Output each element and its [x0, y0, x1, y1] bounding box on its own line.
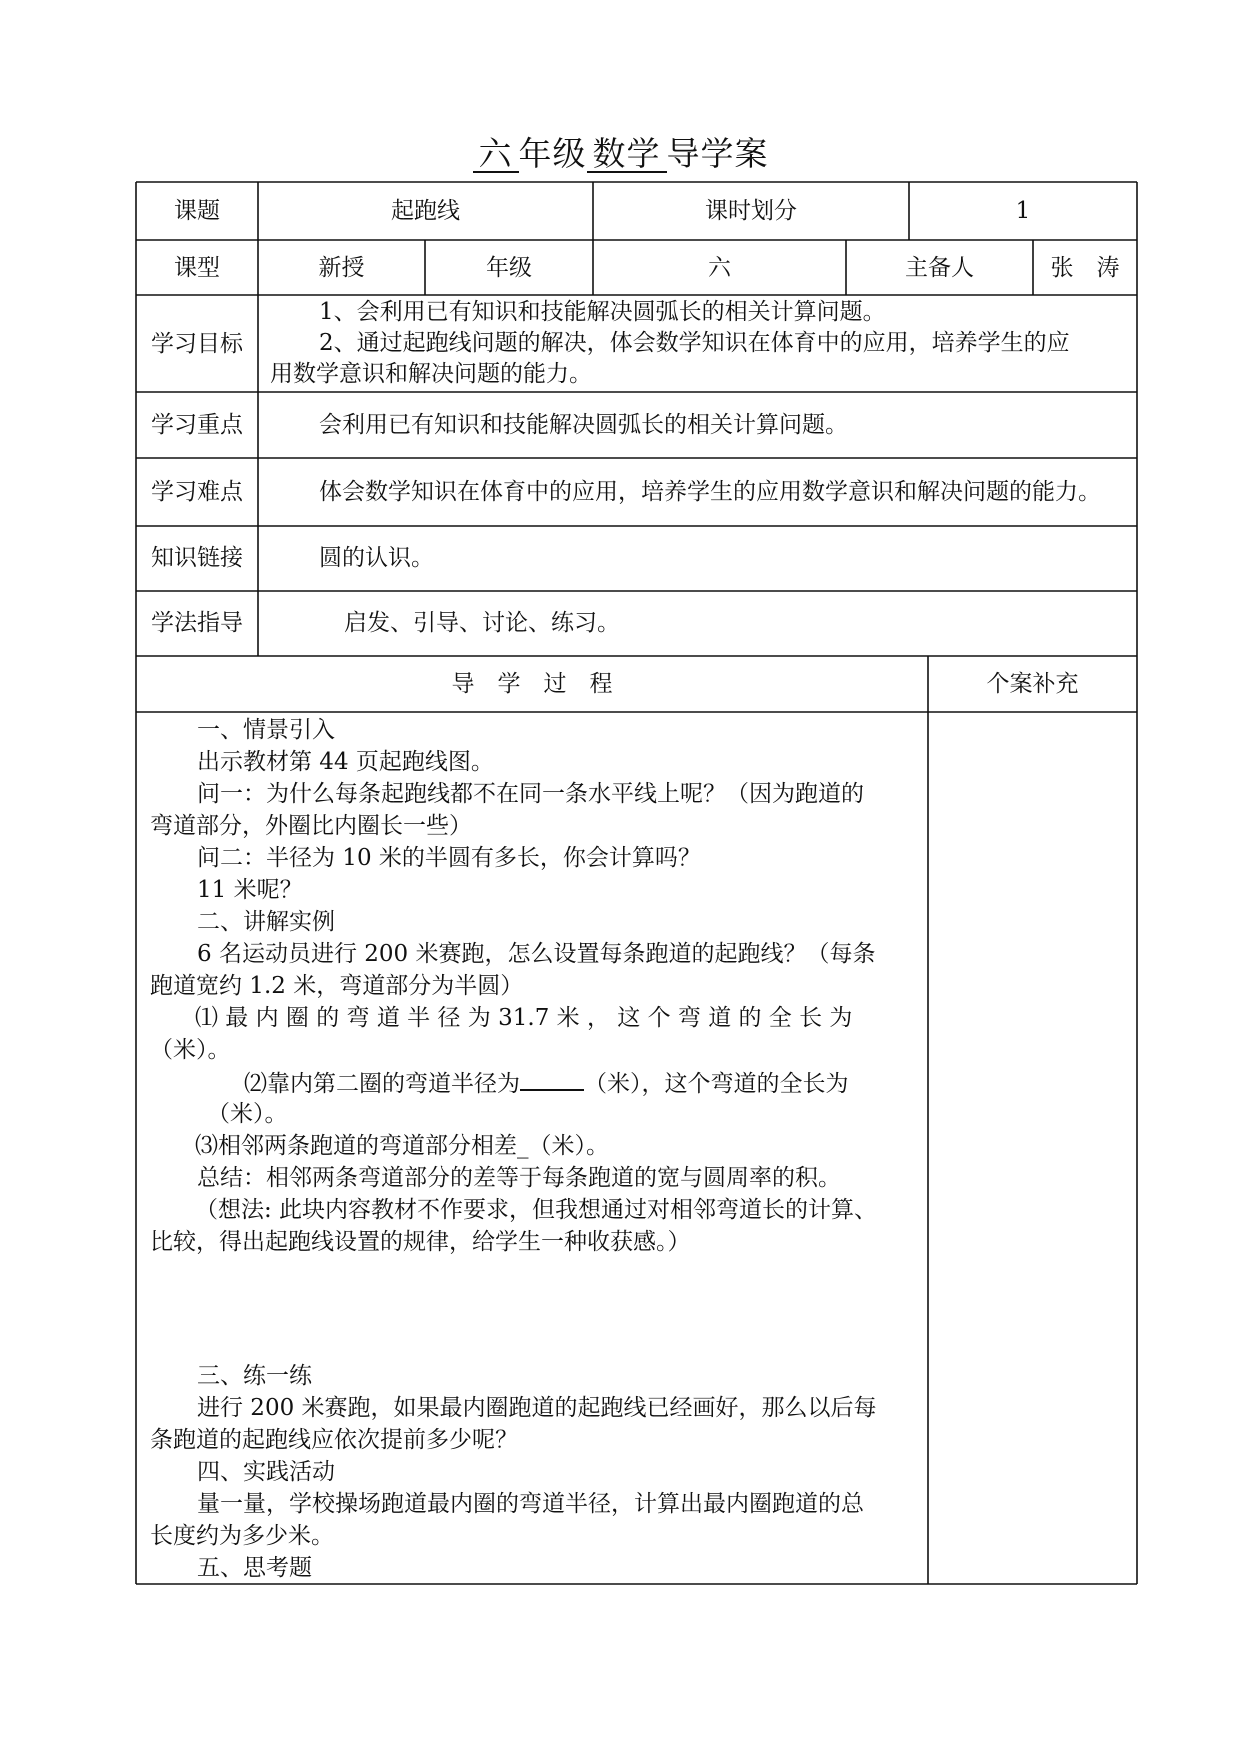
process-header: 导 学 过 程 — [451, 671, 613, 697]
section-2-item-2-pre: ⑵靠内第二圈的弯道半径为 — [244, 1071, 520, 1097]
section-3-title: 三、练一练 — [197, 1363, 312, 1389]
period-value: 1 — [1015, 198, 1031, 224]
title-subject: 数学 — [587, 137, 667, 173]
topic-label: 课题 — [174, 198, 220, 224]
goals-item-1: 1、会利用已有知识和技能解决圆弧长的相关计算问题。 — [319, 299, 886, 325]
section-4-title: 四、实践活动 — [197, 1459, 335, 1485]
section-2-problem-cont: 跑道宽约 1.2 米，弯道部分为半圆） — [150, 973, 524, 999]
section-1-question-3: 11 米呢？ — [197, 877, 303, 903]
link-label: 知识链接 — [151, 545, 243, 571]
section-1-line-1: 出示教材第 44 页起跑线图。 — [197, 749, 494, 775]
section-2-problem: 6 名运动员进行 200 米赛跑，怎么设置每条跑道的起跑线？（每条 — [197, 941, 876, 967]
title-grade: 六 — [473, 137, 519, 173]
type-value: 新授 — [318, 255, 365, 281]
section-1-title: 一、情景引入 — [197, 717, 335, 743]
goals-item-2: 2、通过起跑线问题的解决，体会数学知识在体育中的应用，培养学生的应 — [319, 330, 1070, 356]
section-2-item-2-post: （米），这个弯道的全长为 — [584, 1071, 849, 1097]
section-2-item-2 — [244, 1067, 849, 1099]
preparer-label: 主备人 — [905, 255, 974, 281]
goals-item-2-cont: 用数学意识和解决问题的能力。 — [270, 361, 592, 387]
section-2-item-3: ⑶相邻两条跑道的弯道部分相差_（米）。 — [195, 1133, 609, 1159]
topic-value: 起跑线 — [391, 198, 460, 224]
section-3-text-cont: 条跑道的起跑线应依次提前多少呢？ — [150, 1427, 518, 1453]
section-2-item-1-cont: （米）。 — [150, 1037, 231, 1063]
section-1-question-1-cont: 弯道部分，外圈比内圈长一些） — [150, 813, 472, 839]
type-label: 课型 — [174, 255, 220, 281]
section-4-text-cont: 长度约为多少米。 — [150, 1523, 334, 1549]
section-2-summary: 总结：相邻两条弯道部分的差等于每条跑道的宽与圆周率的积。 — [197, 1165, 841, 1191]
method-text: 启发、引导、讨论、练习。 — [344, 610, 620, 636]
title-doc-type: 导学案 — [666, 134, 769, 173]
method-label: 学法指导 — [151, 610, 243, 636]
answer-blank[interactable] — [520, 1067, 584, 1091]
section-1-question-1: 问一：为什么每条起跑线都不在同一条水平线上呢？（因为跑道的 — [197, 781, 864, 807]
focus-text: 会利用已有知识和技能解决圆弧长的相关计算问题。 — [319, 412, 848, 438]
section-5-title: 五、思考题 — [197, 1555, 312, 1581]
title-grade-suffix: 年级 — [518, 134, 587, 173]
difficulty-label: 学习难点 — [151, 479, 243, 505]
goals-label: 学习目标 — [151, 331, 243, 357]
grade-value: 六 — [708, 255, 731, 281]
section-2-title: 二、讲解实例 — [197, 909, 335, 935]
side-header: 个案补充 — [986, 671, 1079, 697]
difficulty-text: 体会数学知识在体育中的应用，培养学生的应用数学意识和解决问题的能力。 — [319, 479, 1101, 505]
preparer-value: 张 涛 — [1050, 255, 1120, 281]
section-1-question-2: 问二：半径为 10 米的半圆有多长，你会计算吗？ — [197, 845, 701, 871]
period-label: 课时划分 — [705, 198, 797, 224]
section-3-text: 进行 200 米赛跑，如果最内圈跑道的起跑线已经画好，那么以后每 — [197, 1395, 877, 1421]
page-title — [0, 128, 1241, 175]
section-2-item-1: ⑴ 最 内 圈 的 弯 道 半 径 为 31.7 米 ， 这 个 弯 道 的 全 长 为 — [195, 1005, 853, 1031]
section-4-text: 量一量，学校操场跑道最内圈的弯道半径，计算出最内圈跑道的总 — [197, 1491, 864, 1517]
section-2-note-cont: 比较，得出起跑线设置的规律，给学生一种收获感。） — [150, 1229, 691, 1255]
focus-label: 学习重点 — [151, 412, 243, 438]
section-2-note: （想法: 此块内容教材不作要求，但我想通过对相邻弯道长的计算、 — [195, 1197, 878, 1223]
grade-label: 年级 — [486, 255, 532, 281]
section-2-item-2-cont: （米）。 — [207, 1101, 288, 1127]
link-text: 圆的认识。 — [319, 545, 434, 571]
